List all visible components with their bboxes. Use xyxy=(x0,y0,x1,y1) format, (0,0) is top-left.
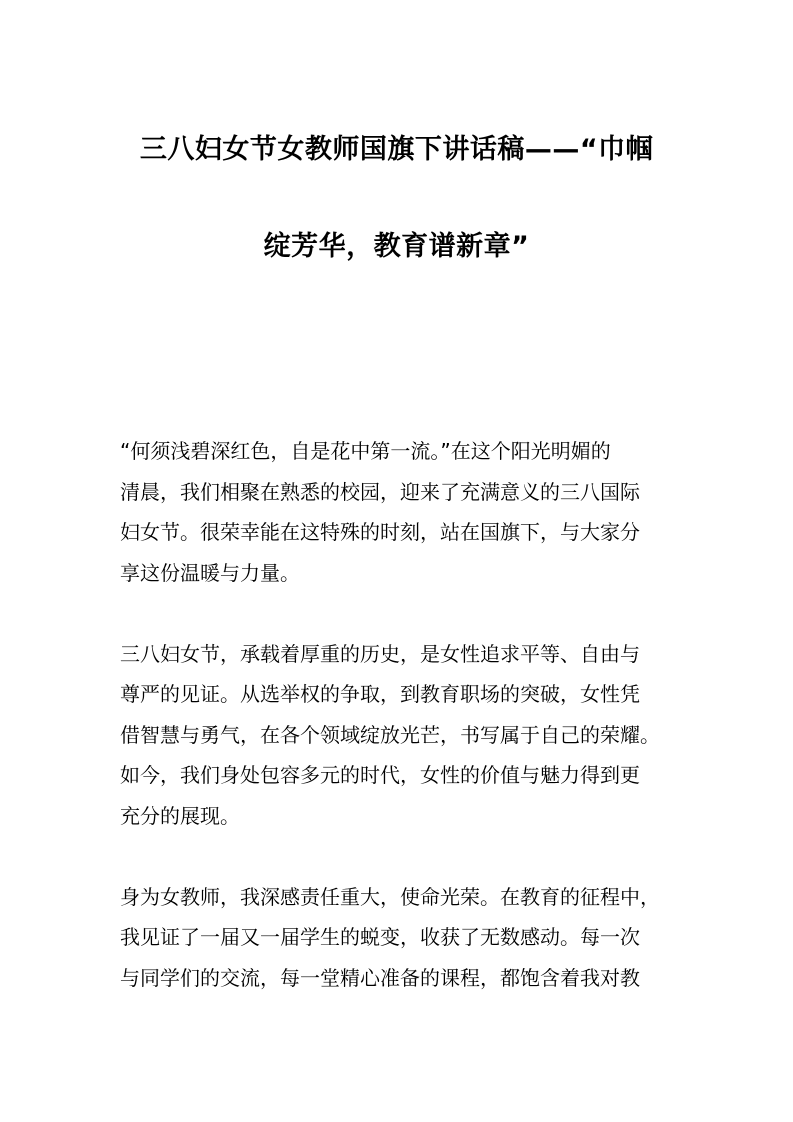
paragraph-line: 如今，我们身处包容多元的时代，女性的价值与魅力得到更 xyxy=(120,763,640,787)
paragraph-line: 尊严的见证。从选举权的争取，到教育职场的突破，女性凭 xyxy=(120,682,640,706)
paragraph-line: 我见证了一届又一届学生的蜕变，收获了无数感动。每一次 xyxy=(120,925,640,949)
document-title-line-2: 绽芳华，教育谱新章” xyxy=(263,231,530,262)
paragraph-spacer xyxy=(120,836,695,877)
paragraph-line: 借智慧与勇气，在各个领域绽放光芒，书写属于自己的荣耀。 xyxy=(120,722,660,747)
paragraph-line: “何须浅碧深红色，自是花中第一流。”在这个阳光明媚的 xyxy=(120,439,611,463)
paragraph-line: 妇女节。很荣幸能在这特殊的时刻，站在国旗下，与大家分 xyxy=(120,520,640,544)
paragraph-spacer xyxy=(120,593,695,634)
document-title-line-1: 三八妇女节女教师国旗下讲话稿——“巾帼 xyxy=(139,134,654,165)
document-body xyxy=(120,431,695,998)
paragraph-3 xyxy=(120,877,695,999)
paragraph-line: 与同学们的交流，每一堂精心准备的课程，都饱含着我对教 xyxy=(120,965,640,990)
paragraph-line: 身为女教师，我深感责任重大，使命光荣。在教育的征程中， xyxy=(120,884,660,909)
paragraph-line: 享这份温暖与力量。 xyxy=(120,560,300,585)
paragraph-1 xyxy=(120,431,695,593)
paragraph-line: 充分的展现。 xyxy=(120,803,240,828)
paragraph-line: 三八妇女节，承载着厚重的历史，是女性追求平等、自由与 xyxy=(120,641,640,666)
paragraph-line: 清晨，我们相聚在熟悉的校园，迎来了充满意义的三八国际 xyxy=(120,479,640,504)
paragraph-2 xyxy=(120,634,695,837)
